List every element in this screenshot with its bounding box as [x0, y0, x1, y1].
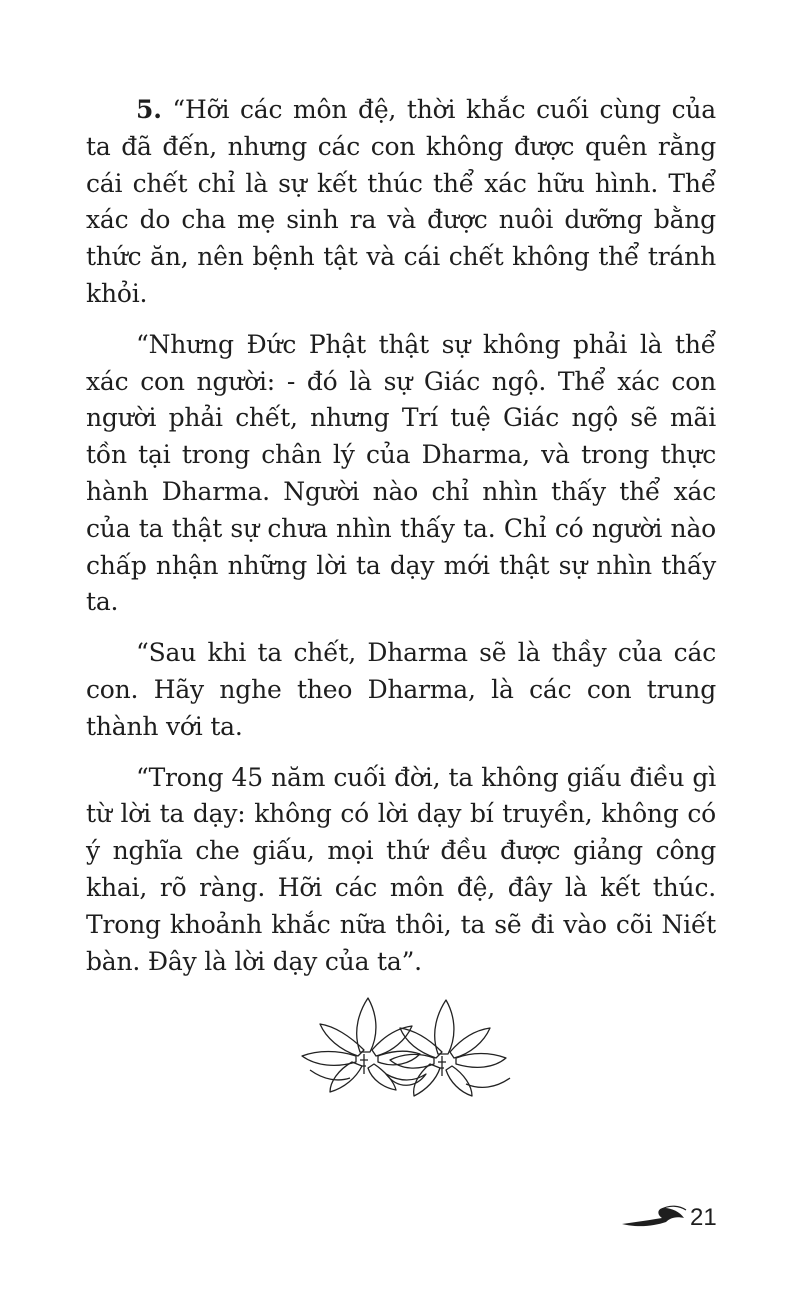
paragraph-3 — [86, 635, 716, 745]
paragraph-text: “Sau khi ta chết, Dharma sẽ là thầy của các con. Hãy nghe theo Dharma, là các con trung thành với ta. — [86, 638, 716, 741]
page-number: 21 — [690, 1204, 717, 1231]
paragraph-number: 5. — [136, 95, 162, 124]
paragraph-2 — [86, 327, 716, 621]
lotus-flower-left — [302, 998, 420, 1092]
body-text — [86, 92, 716, 994]
page-footer — [620, 1200, 730, 1240]
lotus-illustration — [290, 990, 520, 1110]
paragraph-4 — [86, 760, 716, 981]
brush-stroke-ornament-icon — [620, 1202, 690, 1232]
paragraph-text: “Nhưng Đức Phật thật sự không phải là thể xác con người: - đó là sự Giác ngộ. Thể xác con người phải chết, nhưng Trí tuệ Giác ngộ sẽ mãi tồn tại trong chân lý của Dharma, và trong thực hành Dharma. Người nào chỉ nhìn thấy thể xác của ta thật sự chưa nhìn thấy ta. Chỉ có người nào chấp nhận những lời ta dạy mới thật sự nhìn thấy ta. — [86, 329, 716, 617]
paragraph-text: “Hỡi các môn đệ, thời khắc cuối cùng của ta đã đến, nhưng các con không được quên rằng cái chết chỉ là sự kết thúc thể xác hữu hình. Thể xác do cha mẹ sinh ra và được nuôi dưỡng bằng thức ăn, nên bệnh tật và cái chết không thể tránh khỏi. — [86, 95, 716, 308]
paragraph-1 — [86, 92, 716, 313]
lotus-flower-right — [390, 1000, 506, 1096]
paragraph-text: “Trong 45 năm cuối đời, ta không giấu điều gì từ lời ta dạy: không có lời dạy bí truyền, không có ý nghĩa che giấu, mọi thứ đều được giảng công khai, rõ ràng. Hỡi các môn đệ, đây là kết thúc. Trong khoảnh khắc nữa thôi, ta sẽ đi vào cõi Niết bàn. Đây là lời dạy của ta”. — [86, 762, 716, 976]
